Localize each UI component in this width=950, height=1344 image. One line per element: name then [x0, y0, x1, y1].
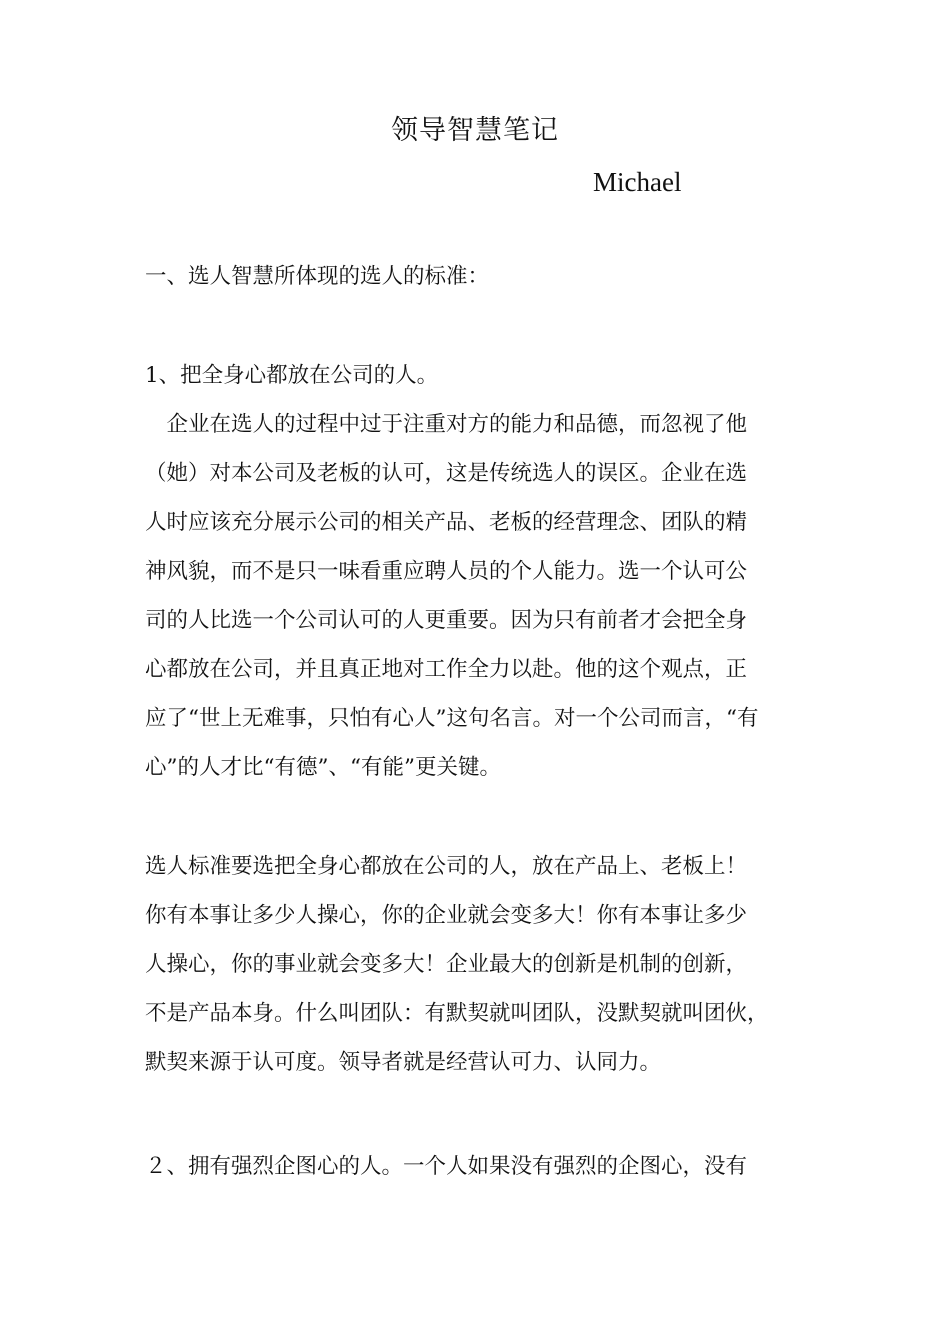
author-name: Michael [593, 167, 682, 197]
paragraph-1-line: 应了“世上无难事，只怕有心人”这句名言。对一个公司而言，“有 [145, 706, 759, 731]
paragraph-2-line: 默契来源于认可度。领导者就是经营认可力、认同力。 [145, 1050, 662, 1075]
paragraph-1-line: 心”的人才比“有德”、“有能”更关键。 [145, 755, 501, 780]
paragraph-1-line: 司的人比选一个公司认可的人更重要。因为只有前者才会把全身 [145, 608, 748, 633]
paragraph-2-line: 不是产品本身。什么叫团队：有默契就叫团队，没默契就叫团伙， [145, 1001, 769, 1026]
paragraph-1 [145, 400, 807, 792]
section-heading-text: 一、选人智慧所体现的选人的标准： [145, 264, 490, 289]
point-2-paragraph [145, 1142, 807, 1191]
section-heading [145, 252, 807, 301]
point-1-heading-text: 1、把全身心都放在公司的人。 [145, 363, 439, 388]
paragraph-1-line: 企业在选人的过程中过于注重对方的能力和品德，而忽视了他 [145, 412, 748, 437]
paragraph-1-line: 心都放在公司，并且真正地对工作全力以赴。他的这个观点，正 [145, 657, 748, 682]
paragraph-1-line: 人时应该充分展示公司的相关产品、老板的经营理念、团队的精 [145, 510, 748, 535]
point-1-heading [145, 351, 807, 400]
paragraph-2 [145, 842, 807, 1087]
paragraph-2-line: 人操心，你的事业就会变多大！企业最大的创新是机制的创新， [145, 952, 748, 977]
document-title: 领导智慧笔记 [391, 115, 559, 146]
paragraph-1-line: 神风貌，而不是只一味看重应聘人员的个人能力。选一个认可公 [145, 559, 748, 584]
paragraph-1-line: （她）对本公司及老板的认可，这是传统选人的误区。企业在选 [145, 461, 748, 486]
point-2-line: ２、拥有强烈企图心的人。一个人如果没有强烈的企图心，没有 [145, 1154, 748, 1179]
paragraph-2-line: 选人标准要选把全身心都放在公司的人，放在产品上、老板上！ [145, 854, 748, 879]
paragraph-2-line: 你有本事让多少人操心，你的企业就会变多大！你有本事让多少 [145, 903, 748, 928]
